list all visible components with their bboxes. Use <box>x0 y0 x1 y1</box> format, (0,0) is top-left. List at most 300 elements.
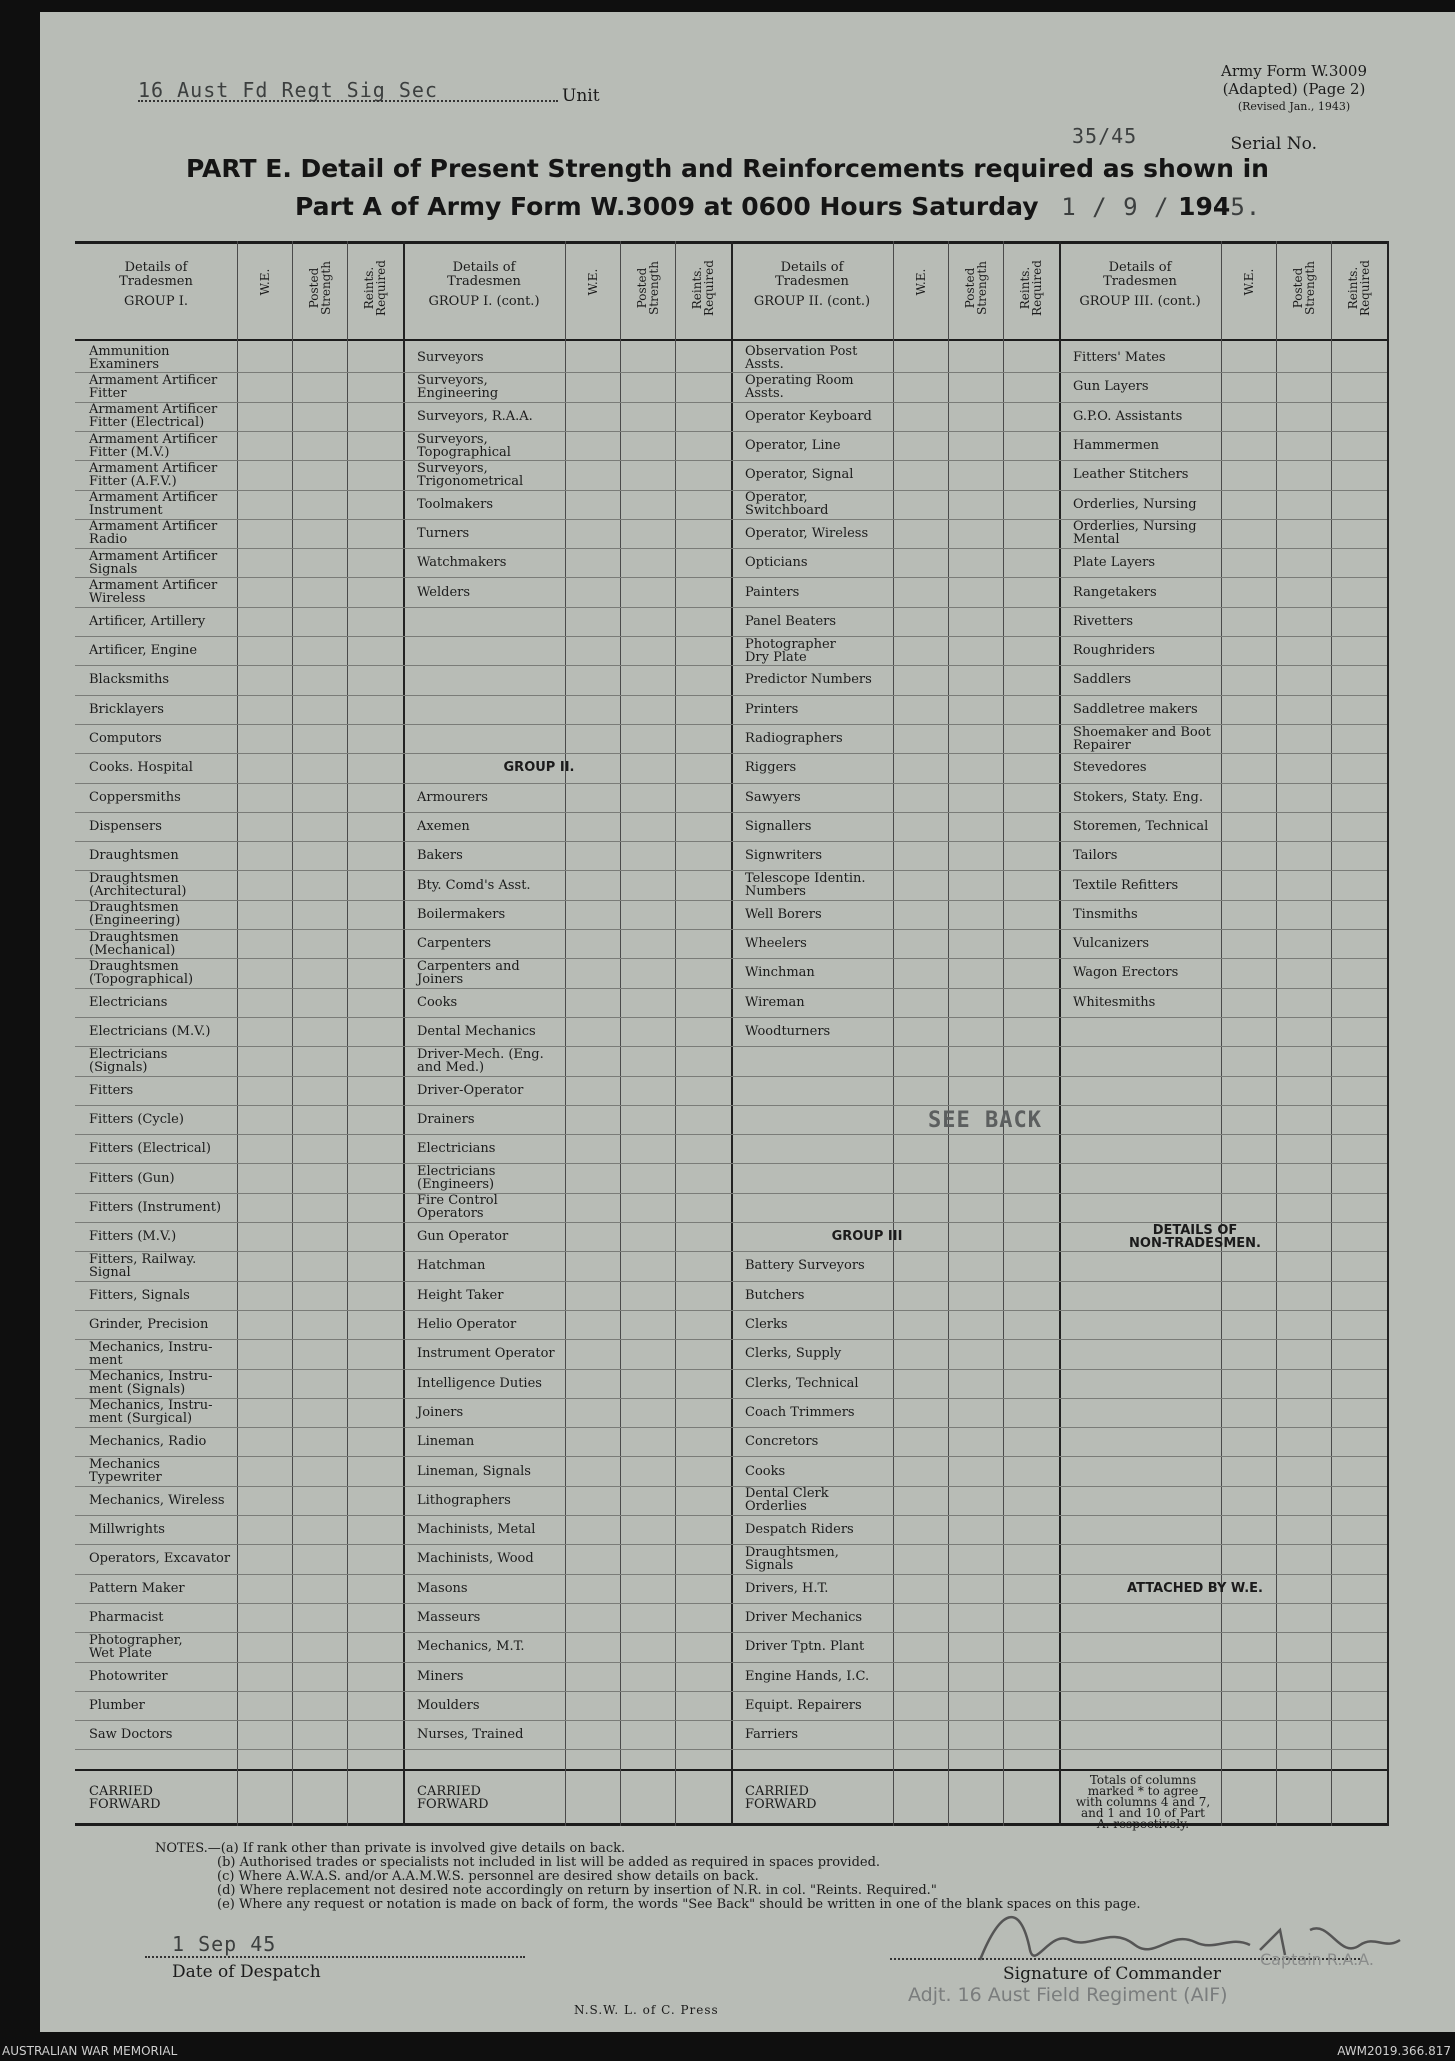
tradesman-row-label: Rangetakers <box>1073 584 1157 600</box>
row-rule <box>731 1632 1059 1633</box>
row-rule <box>75 1691 403 1692</box>
row-rule <box>731 1339 1059 1340</box>
totals-note: Totals of columns marked * to agree with columns 4 and 7, and 1 and 10 of Part A. respectively. <box>1075 1773 1211 1831</box>
tradesman-row-label: Boilermakers <box>417 906 506 922</box>
column-divider <box>675 241 676 1826</box>
row-rule <box>75 1515 403 1516</box>
row-rule <box>403 1398 731 1399</box>
see-back-typed: SEE BACK <box>928 1108 1042 1133</box>
row-rule <box>403 607 731 608</box>
form-name: Army Form W.3009 <box>1221 62 1367 80</box>
row-rule <box>731 548 1059 549</box>
row-rule <box>1059 753 1387 754</box>
row-rule <box>731 695 1059 696</box>
tradesman-row-label: G.P.O. Assistants <box>1073 408 1183 424</box>
tradesman-row-label: Shoemaker and Boot Repairer <box>1073 724 1211 753</box>
row-rule <box>731 1456 1059 1457</box>
tradesman-row-label: Coppersmiths <box>89 789 181 805</box>
row-rule <box>75 1486 403 1487</box>
row-rule <box>1059 1163 1387 1164</box>
row-rule <box>403 1427 731 1428</box>
tradesman-row-label: Operators, Excavator <box>89 1551 231 1567</box>
row-rule <box>75 1310 403 1311</box>
row-rule <box>1059 1193 1387 1194</box>
row-rule <box>75 665 403 666</box>
row-rule <box>1059 900 1387 901</box>
tradesman-row-label: Armament Artificer Signals <box>89 548 218 577</box>
row-rule <box>403 841 731 842</box>
tradesman-row-label: Surveyors, Trigonometrical <box>417 460 524 489</box>
column-header-we: W.E. <box>585 268 600 296</box>
tradesman-row-label: Moulders <box>417 1697 480 1713</box>
row-rule <box>403 1017 731 1018</box>
tradesman-row-label: Cooks <box>745 1463 786 1479</box>
tradesman-row-label: Wireman <box>745 994 805 1010</box>
row-rule <box>75 1720 403 1721</box>
tradesman-row-label: Fire Control Operators <box>417 1193 498 1222</box>
note-e: (e) Where any request or notation is made on back of form, the words "See Back" should be written in one of the blank spaces on this page. <box>217 1897 1141 1912</box>
row-rule <box>75 783 403 784</box>
tradesman-row-label: Draughtsmen, Signals <box>745 1544 839 1573</box>
row-rule <box>403 695 731 696</box>
tradesman-row-label: Driver Tptn. Plant <box>745 1639 865 1655</box>
tradesman-row-label: Clerks, Supply <box>745 1346 842 1362</box>
row-rule <box>403 783 731 784</box>
tradesman-row-label: Surveyors <box>417 350 484 366</box>
row-rule <box>1059 870 1387 871</box>
despatch-typed: 1 Sep 45 <box>172 1932 277 1956</box>
tradesman-row-label: Bricklayers <box>89 701 164 717</box>
tradesman-row-label: Driver Mechanics <box>745 1610 863 1626</box>
row-rule <box>731 1105 1059 1106</box>
group-name: GROUP I. (cont.) <box>428 294 540 309</box>
tradesman-row-label: Dental Mechanics <box>417 1024 536 1040</box>
row-rule <box>731 665 1059 666</box>
row-rule <box>75 1427 403 1428</box>
tradesman-row-label: Electricians (Engineers) <box>417 1164 496 1193</box>
tradesman-row-label: Mechanics, Instru- ment (Surgical) <box>89 1398 213 1427</box>
tradesman-row-label: Blacksmiths <box>89 672 170 688</box>
tradesman-row-label: Toolmakers <box>417 496 494 512</box>
signature-label: Signature of Commander <box>1003 1964 1221 1984</box>
tradesman-row-label: Mechanics Typewriter <box>89 1457 162 1486</box>
tradesman-row-label: Dispensers <box>89 818 162 834</box>
tradesman-row-label: Artificer, Engine <box>89 643 198 659</box>
row-rule <box>75 636 403 637</box>
tradesman-row-label: Saddlers <box>1073 672 1132 688</box>
carried-forward-label: CARRIED FORWARD <box>89 1784 161 1812</box>
column-header-posted: Posted Strength <box>306 261 333 315</box>
row-rule <box>403 1603 731 1604</box>
tradesman-row-label: Operating Room Assts. <box>745 372 854 401</box>
row-rule <box>1059 1398 1387 1399</box>
row-rule <box>1059 1076 1387 1077</box>
tradesman-row-label: Armament Artificer Radio <box>89 519 218 548</box>
tradesman-row-label: Butchers <box>745 1287 805 1303</box>
row-rule <box>1059 1486 1387 1487</box>
row-rule <box>1059 636 1387 637</box>
tradesman-row-label: Miners <box>417 1668 464 1684</box>
row-rule <box>731 929 1059 930</box>
row-rule <box>75 724 403 725</box>
row-rule <box>731 1193 1059 1194</box>
row-rule <box>1059 1251 1387 1252</box>
row-rule <box>403 1222 731 1223</box>
details-header: Details of Tradesmen <box>447 260 521 289</box>
column-header-posted: Posted Strength <box>1290 261 1317 315</box>
row-rule <box>1059 1017 1387 1018</box>
tradesman-row-label: Signwriters <box>745 848 823 864</box>
tradesman-row-label: Joiners <box>417 1404 464 1420</box>
tradesman-row-label: Intelligence Duties <box>417 1375 542 1391</box>
tradesman-row-label: Masseurs <box>417 1610 481 1626</box>
tradesman-row-label: Fitters <box>89 1082 134 1098</box>
row-rule <box>1059 841 1387 842</box>
tradesman-row-label: Plumber <box>89 1697 145 1713</box>
row-rule <box>731 1046 1059 1047</box>
row-rule <box>403 1339 731 1340</box>
row-rule <box>1059 1515 1387 1516</box>
tradesman-row-label: Lithographers <box>417 1492 511 1508</box>
group-name: GROUP III. (cont.) <box>1079 294 1201 309</box>
row-rule <box>403 870 731 871</box>
tradesman-row-label: Saw Doctors <box>89 1727 173 1743</box>
row-rule <box>731 1662 1059 1663</box>
tradesman-row-label: Clerks, Technical <box>745 1375 859 1391</box>
row-rule <box>1059 548 1387 549</box>
details-header: Details of Tradesmen <box>775 260 849 289</box>
row-rule <box>1059 1691 1387 1692</box>
tradesman-row-label: GROUP III <box>831 1229 903 1245</box>
tradesman-row-label: Fitters, Railway. Signal <box>89 1251 197 1280</box>
tradesman-row-label: Hatchman <box>417 1258 486 1274</box>
tradesman-row-label: Lineman <box>417 1434 475 1450</box>
row-rule <box>1059 1369 1387 1370</box>
form-title-line2-row <box>295 192 1262 221</box>
tradesman-row-label: Despatch Riders <box>745 1522 854 1538</box>
tradesman-row-label: Mechanics, Radio <box>89 1434 207 1450</box>
tradesman-row-label: Surveyors, R.A.A. <box>417 408 533 424</box>
note-d: (d) Where replacement not desired note accordingly on return by insertion of N.R. in col. "Reints. Required." <box>217 1883 937 1898</box>
row-rule <box>403 929 731 930</box>
row-rule <box>731 1398 1059 1399</box>
notes-heading: NOTES.— <box>155 1841 221 1856</box>
tradesman-row-label: Mechanics, Instru- ment <box>89 1339 213 1368</box>
tradesman-row-label: ATTACHED BY W.E. <box>1127 1580 1263 1596</box>
row-rule <box>403 636 731 637</box>
tradesman-row-label: Draughtsmen <box>89 848 179 864</box>
row-rule <box>731 577 1059 578</box>
row-rule <box>403 577 731 578</box>
group-name: GROUP II. (cont.) <box>753 294 871 309</box>
column-divider <box>948 241 949 1826</box>
row-rule <box>731 607 1059 608</box>
row-rule <box>403 1486 731 1487</box>
tradesman-row-label: Woodturners <box>745 1024 831 1040</box>
column-divider <box>620 241 621 1826</box>
row-rule <box>1059 1632 1387 1633</box>
column-divider <box>1331 241 1332 1826</box>
tradesman-row-label: Textile Refitters <box>1073 877 1179 893</box>
date-year-digit: 5. <box>1230 193 1262 221</box>
tradesman-row-label: Height Taker <box>417 1287 504 1303</box>
tradesman-row-label: Bty. Comd's Asst. <box>417 877 531 893</box>
row-rule <box>75 1749 403 1750</box>
column-divider <box>565 241 566 1826</box>
tradesman-row-label: Farriers <box>745 1727 799 1743</box>
column-header-reints: Reints. Required <box>689 260 716 316</box>
row-rule <box>75 1105 403 1106</box>
tradesman-row-label: Lineman, Signals <box>417 1463 531 1479</box>
row-rule <box>1059 1662 1387 1663</box>
row-rule <box>403 988 731 989</box>
row-rule <box>403 1076 731 1077</box>
row-rule <box>1059 372 1387 373</box>
tradesman-row-label: Vulcanizers <box>1073 936 1150 952</box>
tradesman-row-label: Welders <box>417 584 471 600</box>
group-header <box>735 261 889 309</box>
row-rule <box>731 1076 1059 1077</box>
tradesman-row-label: Armament Artificer Wireless <box>89 578 218 607</box>
row-rule <box>75 607 403 608</box>
tradesman-row-label: Grinder, Precision <box>89 1317 209 1333</box>
table-right-edge <box>1387 241 1389 1826</box>
row-rule <box>403 812 731 813</box>
column-header-we: W.E. <box>1241 268 1256 296</box>
tradesman-row-label: Armament Artificer Instrument <box>89 490 218 519</box>
row-rule <box>403 1105 731 1106</box>
tradesman-row-label: Winchman <box>745 965 815 981</box>
tradesman-row-label: Telescope Identin. Numbers <box>745 871 866 900</box>
group-divider <box>403 241 405 1826</box>
row-rule <box>403 402 731 403</box>
tradesman-row-label: Masons <box>417 1580 468 1596</box>
row-rule <box>1059 812 1387 813</box>
tradesman-row-label: Fitters (Instrument) <box>89 1199 222 1215</box>
form-revised: (Revised Jan., 1943) <box>1237 100 1351 113</box>
column-header-we: W.E. <box>257 268 272 296</box>
row-rule <box>1059 695 1387 696</box>
tradesman-row-label: Saddletree makers <box>1073 701 1198 717</box>
tradesman-row-label: Stokers, Staty. Eng. <box>1073 789 1203 805</box>
column-header-reints: Reints. Required <box>361 260 388 316</box>
row-rule <box>403 1134 731 1135</box>
row-rule <box>75 1574 403 1575</box>
row-rule <box>1059 1105 1387 1106</box>
tradesman-row-label: Millwrights <box>89 1522 165 1538</box>
column-header-posted: Posted Strength <box>962 261 989 315</box>
row-rule <box>1059 1134 1387 1135</box>
tradesman-row-label: Signallers <box>745 818 812 834</box>
tradesman-row-label: Engine Hands, I.C. <box>745 1668 870 1684</box>
tradesman-row-label: Artificer, Artillery <box>89 613 206 629</box>
column-divider <box>347 241 348 1826</box>
tradesman-row-label: Pattern Maker <box>89 1580 185 1596</box>
row-rule <box>1059 1574 1387 1575</box>
row-rule <box>1059 577 1387 578</box>
details-header: Details of Tradesmen <box>1103 260 1177 289</box>
tradesman-row-label: Electricians <box>417 1141 496 1157</box>
group-header <box>1063 261 1217 309</box>
tradesman-row-label: Electricians (M.V.) <box>89 1024 211 1040</box>
column-divider <box>893 241 894 1826</box>
row-rule <box>1059 1427 1387 1428</box>
tradesman-row-label: Bakers <box>417 848 463 864</box>
row-rule <box>731 1310 1059 1311</box>
row-rule <box>731 1369 1059 1370</box>
row-rule <box>75 1134 403 1135</box>
tradesman-row-label: Fitters (Cycle) <box>89 1111 184 1127</box>
date-typed: 1 / 9 / <box>1061 193 1170 221</box>
row-rule <box>731 1163 1059 1164</box>
tradesman-row-label: Carpenters and Joiners <box>417 958 520 987</box>
tradesman-row-label: Cooks <box>417 994 458 1010</box>
tradesman-row-label: Stevedores <box>1073 760 1147 776</box>
form-title-line1: PART E. Detail of Present Strength and Reinforcements required as shown in <box>186 154 1269 183</box>
row-rule <box>731 1134 1059 1135</box>
serial-label: Serial No. <box>1230 134 1317 154</box>
row-rule <box>403 724 731 725</box>
archive-right: AWM2019.366.817 <box>1337 2044 1451 2058</box>
tradesman-row-label: Carpenters <box>417 936 492 952</box>
carried-forward-label: CARRIED FORWARD <box>745 1784 817 1812</box>
tradesman-row-label: Concretors <box>745 1434 819 1450</box>
tradesman-row-label: Drainers <box>417 1111 475 1127</box>
column-header-reints: Reints. Required <box>1017 260 1044 316</box>
tradesman-row-label: Fitters (M.V.) <box>89 1229 177 1245</box>
row-rule <box>1059 1720 1387 1721</box>
row-rule <box>1059 490 1387 491</box>
tradesman-row-label: Dental Clerk Orderlies <box>745 1486 829 1515</box>
tradesman-row-label: Operator, Switchboard <box>745 490 829 519</box>
form-reference <box>1221 62 1367 116</box>
row-rule <box>75 1222 403 1223</box>
tradesman-row-label: Draughtsmen (Mechanical) <box>89 929 179 958</box>
tradesman-row-label: Observation Post Assts. <box>745 343 858 372</box>
row-rule <box>731 1749 1059 1750</box>
tradesman-row-label: Riggers <box>745 760 797 776</box>
tradesman-row-label: Operator, Line <box>745 438 841 454</box>
tradesman-row-label: Helio Operator <box>417 1317 517 1333</box>
row-rule <box>75 1163 403 1164</box>
row-rule <box>403 1574 731 1575</box>
row-rule <box>1059 929 1387 930</box>
row-rule <box>731 988 1059 989</box>
row-rule <box>1059 1281 1387 1282</box>
row-rule <box>403 1281 731 1282</box>
tradesman-row-label: Driver-Operator <box>417 1082 524 1098</box>
row-rule <box>731 1691 1059 1692</box>
tradesman-row-label: Armourers <box>417 789 488 805</box>
tradesman-row-label: Pharmacist <box>89 1610 164 1626</box>
column-header-we: W.E. <box>913 268 928 296</box>
adjutant-stamp: Adjt. 16 Aust Field Regiment (AIF) <box>908 1984 1228 2006</box>
tradesman-row-label: Operator, Signal <box>745 467 854 483</box>
tradesman-row-label: Sawyers <box>745 789 801 805</box>
row-rule <box>1059 1046 1387 1047</box>
column-header-posted: Posted Strength <box>634 261 661 315</box>
row-rule <box>75 841 403 842</box>
row-rule <box>75 695 403 696</box>
row-rule <box>731 783 1059 784</box>
row-rule <box>403 753 731 754</box>
tradesman-row-label: Machinists, Metal <box>417 1522 536 1538</box>
tradesman-row-label: Armament Artificer Fitter <box>89 372 218 401</box>
row-rule <box>75 1662 403 1663</box>
row-rule <box>1059 665 1387 666</box>
serial-typed: 35/45 <box>1072 124 1138 148</box>
tradesman-row-label: Armament Artificer Fitter (Electrical) <box>89 402 218 431</box>
row-rule <box>1059 958 1387 959</box>
row-rule <box>731 1720 1059 1721</box>
group-header <box>407 261 561 309</box>
row-rule <box>75 1017 403 1018</box>
row-rule <box>75 753 403 754</box>
tradesman-row-label: Rivetters <box>1073 613 1134 629</box>
press-label: N.S.W. L. of C. Press <box>574 2003 719 2017</box>
tradesman-row-label: Equipt. Repairers <box>745 1697 862 1713</box>
note-c: (c) Where A.W.A.S. and/or A.A.M.W.S. personnel are desired show details on back. <box>217 1869 759 1884</box>
tradesman-row-label: Mechanics, M.T. <box>417 1639 525 1655</box>
tradesman-row-label: Turners <box>417 525 470 541</box>
tradesman-row-label: Electricians <box>89 994 168 1010</box>
tradesman-row-label: Storemen, Technical <box>1073 818 1209 834</box>
row-rule <box>403 1515 731 1516</box>
row-rule <box>731 753 1059 754</box>
tradesman-row-label: Fitters (Gun) <box>89 1170 175 1186</box>
row-rule <box>731 1251 1059 1252</box>
tradesman-row-label: Well Borers <box>745 906 822 922</box>
row-rule <box>731 1017 1059 1018</box>
tradesman-row-label: Cooks. Hospital <box>89 760 193 776</box>
tradesman-row-label: Machinists, Wood <box>417 1551 534 1567</box>
tradesman-row-label: Orderlies, Nursing <box>1073 496 1197 512</box>
row-rule <box>731 958 1059 959</box>
row-rule <box>1059 1749 1387 1750</box>
despatch-label: Date of Despatch <box>172 1962 321 1982</box>
row-rule <box>1059 1544 1387 1545</box>
tradesman-row-label: Photographer Dry Plate <box>745 636 836 665</box>
row-rule <box>1059 460 1387 461</box>
row-rule <box>731 841 1059 842</box>
tradesman-row-label: Mechanics, Instru- ment (Signals) <box>89 1369 213 1398</box>
tradesman-row-label: Driver-Mech. (Eng. and Med.) <box>417 1046 544 1075</box>
row-rule <box>731 460 1059 461</box>
tradesman-row-label: Armament Artificer Fitter (M.V.) <box>89 431 218 460</box>
row-rule <box>403 1456 731 1457</box>
row-rule <box>731 1603 1059 1604</box>
row-rule <box>403 1632 731 1633</box>
row-rule <box>403 548 731 549</box>
row-rule <box>1059 607 1387 608</box>
details-header: Details of Tradesmen <box>119 260 193 289</box>
row-rule <box>75 812 403 813</box>
form-adapted: (Adapted) (Page 2) <box>1222 80 1366 98</box>
tradesman-row-label: Tailors <box>1073 848 1118 864</box>
column-divider <box>292 241 293 1826</box>
row-rule <box>731 1515 1059 1516</box>
row-rule <box>403 1691 731 1692</box>
row-rule <box>1059 402 1387 403</box>
tradesman-row-label: Panel Beaters <box>745 613 837 629</box>
tradesman-row-label: GROUP II. <box>503 760 575 776</box>
group-header <box>79 261 233 309</box>
tradesman-row-label: Draughtsmen (Engineering) <box>89 900 181 929</box>
tradesman-row-label: Draughtsmen (Topographical) <box>89 958 194 987</box>
row-rule <box>403 1251 731 1252</box>
tradesman-row-label: Draughtsmen (Architectural) <box>89 871 187 900</box>
tradesman-row-label: Operator Keyboard <box>745 408 872 424</box>
